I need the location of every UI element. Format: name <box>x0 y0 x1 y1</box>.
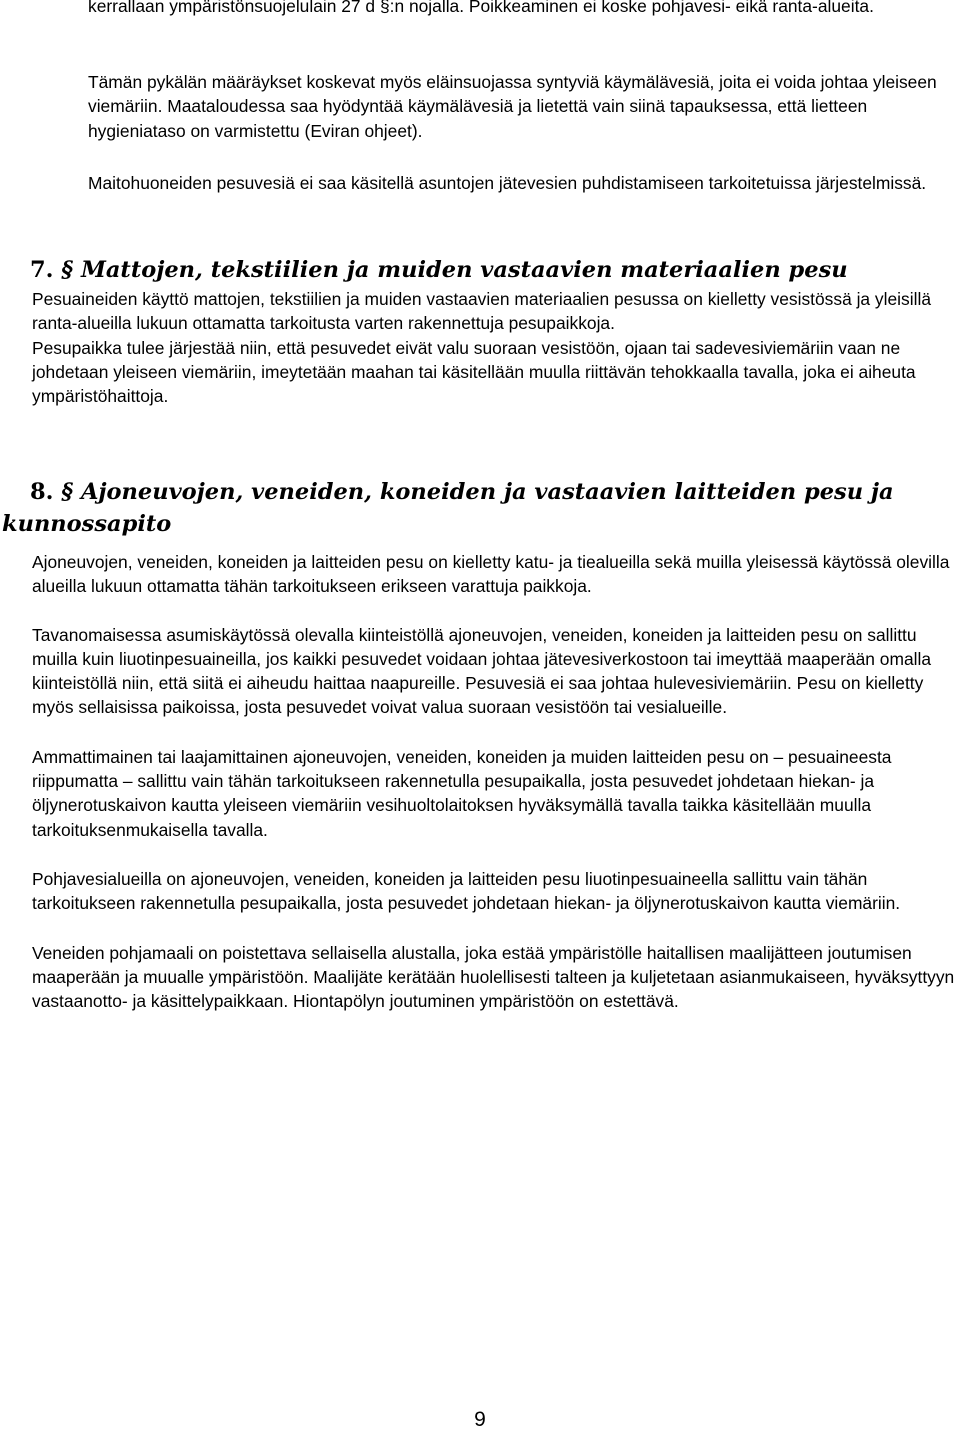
section-7 <box>32 254 957 408</box>
intro-block-3 <box>88 171 948 195</box>
intro-paragraph-2: Tämän pykälän määräykset koskevat myös eläinsuojassa syntyviä käymälävesiä, joita ei voida johtaa yleiseen viemäriin. Maataloudessa saa hyödyntää käymälävesiä ja lietettä vain siinä tapauksessa, että lietteen hygieniataso on varmistettu (Eviran ohjeet). <box>88 72 937 141</box>
section-7-title: § Mattojen, tekstiilien ja muiden vastaavien materiaalien pesu <box>61 257 848 283</box>
section-8-title: § Ajoneuvojen, veneiden, koneiden ja vastaavien laitteiden pesu ja kunnossapito <box>2 479 894 537</box>
section-7-paragraph-2: Pesupaikka tulee järjestää niin, että pesuvedet eivät valu suoraan vesistöön, ojaan tai sadevesiviemäriin vaan ne johdetaan yleiseen viemäriin, imeytetään maahan tai käsitellään muulla riittävän tehokkaalla tavalla, joka ei aiheuta ympäristöhaittoja. <box>32 337 916 407</box>
intro-block-2 <box>88 70 948 143</box>
section-8-paragraph-5: Veneiden pohjamaali on poistettava sellaisella alustalla, joka estää ympäristölle haitallisen maalijätteen joutumisen maaperään ja muualle ympäristöön. Maalijäte kerätään huolellisesti talteen ja kuljetetaan asianmukaiseen, hyväksyttyyn vastaanotto- ja käsittelypaikkaan. Hiontapölyn joutuminen ympäristöön on estettävä. <box>32 942 955 1012</box>
section-8 <box>2 476 957 1013</box>
intro-paragraph-1: kerrallaan ympäristönsuojelulain 27 d §:n nojalla. Poikkeaminen ei koske pohjavesi- eikä ranta-alueita. <box>88 0 874 16</box>
section-7-heading <box>30 254 957 286</box>
section-8-paragraph-4: Pohjavesialueilla on ajoneuvojen, veneiden, koneiden ja laitteiden pesu liuotinpesuaineella sallittu vain tähän tarkoitukseen rakennetulla pesupaikalla, josta pesuvedet johdetaan hiekan- ja öljynerotuskaivon kautta viemäriin. <box>32 868 901 914</box>
section-8-number: 8. <box>30 479 54 505</box>
section-8-heading <box>2 476 902 540</box>
section-8-paragraph-1: Ajoneuvojen, veneiden, koneiden ja laitteiden pesu on kielletty katu- ja tiealueilla sekä muilla yleisessä käytössä olevilla alueilla lukuun ottamatta tähän tarkoitukseen erikseen varattuja paikkoja. <box>32 552 950 597</box>
intro-block <box>88 0 948 18</box>
section-7-paragraph-1: Pesuaineiden käyttö mattojen, tekstiilien ja muiden vastaavien materiaalien pesussa on kielletty vesistössä ja yleisillä ranta-alueilla lukuun ottamatta tarkoitusta varten rakennettuja pesupaikkoja. <box>32 289 931 334</box>
section-8-paragraph-2: Tavanomaisessa asumiskäytössä olevalla kiinteistöllä ajoneuvojen, veneiden, koneiden ja laitteiden pesu on sallittu muilla kuin liuotinpesuaineilla, jos kaikki pesuvedet voidaan johtaa jätevesiverkostoon tai imeyttää maaperään omalla kiinteistöllä niin, että siitä ei aiheudu haittaa naapureille. Pesuvesiä ei saa johtaa hulevesiviemäriin. Pesu on kielletty myös sellaisissa paikoissa, josta pesuvedet voivat valua suoraan vesistöön tai vesialueille. <box>32 624 932 718</box>
section-8-paragraph-3: Ammattimainen tai laajamittainen ajoneuvojen, veneiden, koneiden ja muiden laitteiden pesu on – pesuaineesta riippumatta – sallittu vain tähän tarkoitukseen rakennetulla pesupaikalla, josta pesuvedet johdetaan hiekan- ja öljynerotuskaivon kautta yleiseen viemäriin vesihuoltolaitoksen hyväksymällä tavalla taikka käsitellään muulla tarkoituksenmukaisella tavalla. <box>32 746 892 840</box>
page-number: 9 <box>474 1408 486 1431</box>
section-7-number: 7. <box>30 257 54 283</box>
intro-paragraph-3: Maitohuoneiden pesuvesiä ei saa käsitellä asuntojen jätevesien puhdistamiseen tarkoitetuissa järjestelmissä. <box>88 173 927 193</box>
